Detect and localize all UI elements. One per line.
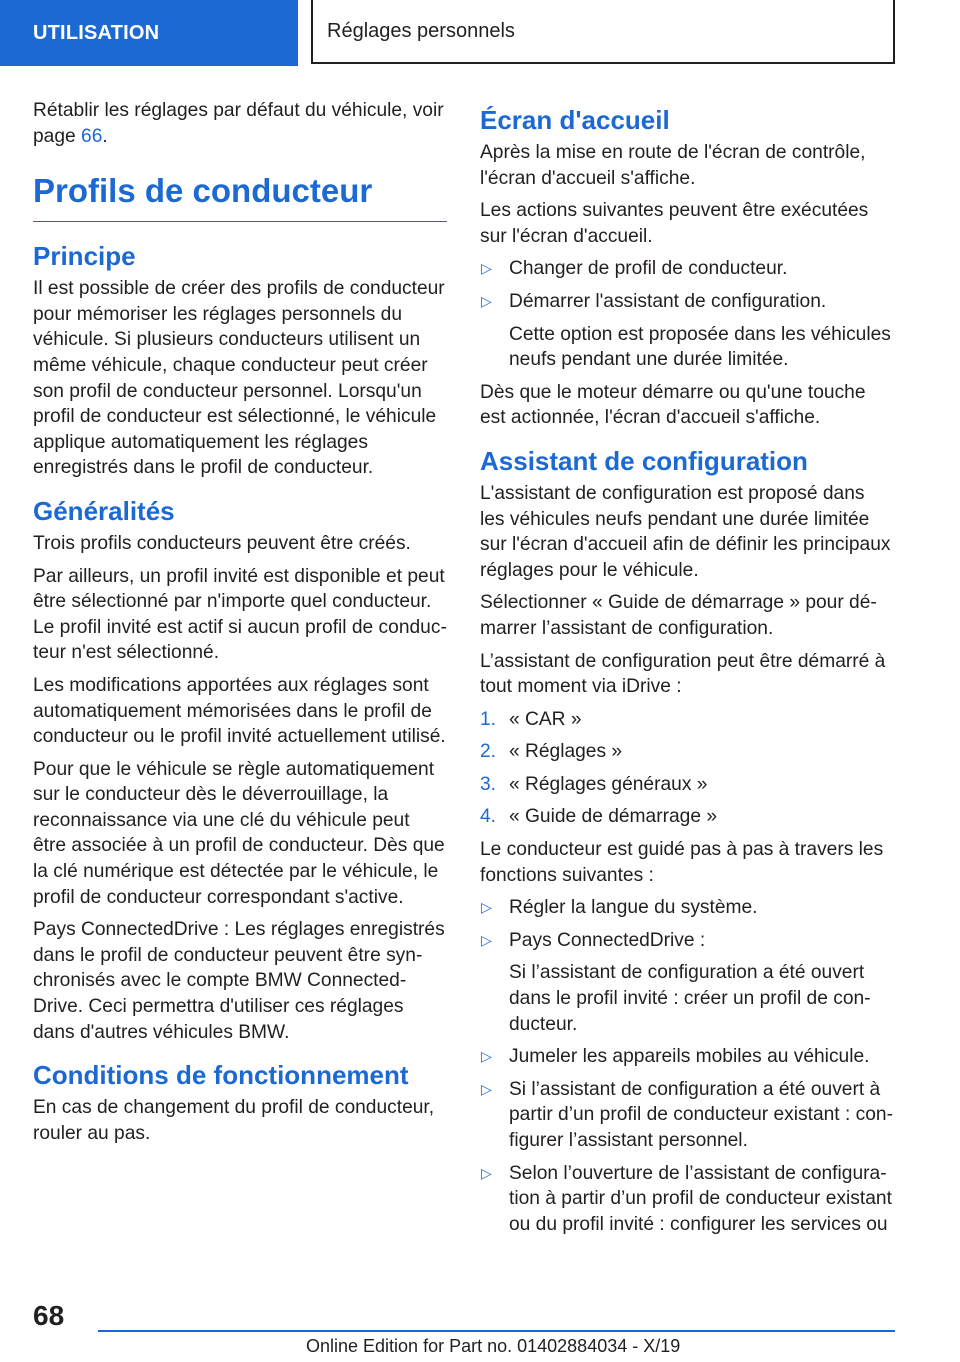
generalites-p4: Pour que le véhicule se règle automatiquement sur le conducteur dès le déverrouillage, la reconnaissance via une clé du véhicule peut être associée à un profil de conducteur. Dès que la clé numérique est détectée par le véhicule, le profil de conducteur correspondant s'active. bbox=[33, 758, 445, 908]
intro-text: Rétablir les réglages par défaut du véhicule, voir page bbox=[33, 100, 444, 147]
ecran-p3: Dès que le moteur démarre ou qu'une touche est actionnée, l'écran d'accueil s'affiche. bbox=[480, 381, 866, 429]
page-number: 68 bbox=[33, 1300, 65, 1331]
triangle-right-outline-icon: ▷ bbox=[481, 931, 492, 948]
generalites-p1: Trois profils conducteurs peuvent être créés. bbox=[33, 532, 411, 554]
list-item: ▷ Pays ConnectedDrive : Si l’assistant de configuration a été ouvert dans le profil invité : créer un profil de conducteur. bbox=[480, 928, 894, 1037]
page-header bbox=[0, 0, 960, 66]
triangle-right-outline-icon: ▷ bbox=[481, 1164, 492, 1181]
heading-conditions: Conditions de fonctionnement bbox=[33, 1060, 409, 1091]
footer-edition: Online Edition for Part no. 01402884034 - X/19 bbox=[306, 1336, 681, 1356]
list-item: ▷ Si l’assistant de configuration a été ouvert à partir d’un profil de conducteur existant : configurer l’assistant personnel. bbox=[481, 1078, 893, 1151]
assistant-p3: L’assistant de configuration peut être démarré à tout moment via iDrive : bbox=[480, 650, 886, 698]
generalites-p3: Les modifications apportées aux réglages sont automatiquement mémorisées dans le profil de conducteur ou le profil invité actuellement utilisé. bbox=[33, 674, 446, 748]
ecran-p2: Les actions suivantes peuvent être exécutées sur l'écran d'accueil. bbox=[480, 200, 869, 247]
intro-end: . bbox=[102, 125, 108, 147]
list-item: 2. « Réglages » bbox=[480, 741, 623, 763]
idrive-steps-list bbox=[480, 707, 894, 830]
list-item: 4. « Guide de démarrage » bbox=[480, 806, 717, 828]
triangle-right-outline-icon: ▷ bbox=[481, 1080, 492, 1097]
right-column bbox=[480, 98, 894, 1244]
chapter-title: Réglages personnels bbox=[311, 0, 895, 64]
assistant-bullet-list bbox=[480, 895, 894, 1237]
triangle-right-outline-icon: ▷ bbox=[481, 292, 492, 309]
list-item: ▷ Démarrer l'assistant de configuration. Cette option est proposée dans les véhicules neufs pendant une durée limitée. bbox=[480, 289, 894, 373]
left-column bbox=[33, 98, 447, 1153]
heading-principe: Principe bbox=[33, 241, 136, 272]
ecran-p1: Après la mise en route de l'écran de contrôle, l'écran d'accueil s'affiche. bbox=[480, 142, 866, 189]
ecran-bullet-list bbox=[480, 256, 894, 372]
assistant-p1: L'assistant de configuration est proposé dans les véhicules neufs pendant une durée limitée sur l'écran d'accueil afin de définir les principaux réglages pour le véhicule. bbox=[480, 482, 891, 581]
heading-ecran-accueil: Écran d'accueil bbox=[480, 105, 670, 135]
intro-paragraph bbox=[33, 98, 447, 149]
triangle-right-outline-icon: ▷ bbox=[481, 1048, 492, 1065]
list-item: 1. « CAR » bbox=[480, 708, 582, 730]
triangle-right-outline-icon: ▷ bbox=[481, 260, 492, 277]
list-item-subtext: Cette option est proposée dans les véhicules neufs pendant une durée limitée. bbox=[509, 323, 891, 371]
list-item: 3. « Réglages généraux » bbox=[480, 773, 708, 795]
heading-generalites: Généralités bbox=[33, 495, 175, 526]
list-item: ▷ Selon l’ouverture de l’assistant de configuration à partir d’un profil de conducteur existant ou du profil invité : configurer les services ou bbox=[481, 1162, 892, 1235]
list-item: ▷ Jumeler les appareils mobiles au véhicule. bbox=[480, 1044, 894, 1070]
generalites-p5: Pays ConnectedDrive : Les réglages enregistrés dans le profil de conducteur peuvent être synchronisés avec le compte BMW ConnectedDrive. Ceci permettra d'utiliser ces réglages dans d'autres véhicules BMW. bbox=[33, 919, 445, 1043]
generalites-p2: Par ailleurs, un profil invité est disponible et peut être sélectionné par n'importe quel conducteur. Le profil invité est actif si aucun profil de conducteur n'est sélectionné. bbox=[33, 565, 447, 664]
list-item: ▷ Régler la langue du système. bbox=[480, 895, 894, 921]
footer-divider bbox=[98, 1330, 895, 1332]
page-link[interactable]: 66 bbox=[81, 125, 103, 147]
principe-text: Il est possible de créer des profils de conducteur pour mémoriser les réglages personnels du véhicule. Si plusieurs conducteurs utilisent un même véhicule, chaque conducteur peut créer son profil de conducteur personnel. Lorsqu'un profil de conducteur est sélectionné, le véhicule applique automatiquement les réglages enregistrés dans le profil de conducteur. bbox=[33, 278, 445, 479]
section-heading-profiles: Profils de conducteur bbox=[33, 171, 447, 222]
conditions-text: En cas de changement du profil de conducteur, rouler au pas. bbox=[33, 1097, 435, 1144]
list-item: ▷ Changer de profil de conducteur. bbox=[480, 256, 894, 282]
assistant-p4: Le conducteur est guidé pas à pas à travers les fonctions suivantes : bbox=[480, 839, 884, 886]
section-tab: UTILISATION bbox=[0, 0, 298, 66]
list-item-subtext: Si l’assistant de configuration a été ouvert dans le profil invité : créer un profil de conducteur. bbox=[509, 962, 871, 1035]
heading-assistant: Assistant de configuration bbox=[480, 445, 808, 476]
triangle-right-outline-icon: ▷ bbox=[481, 899, 492, 916]
assistant-p2: Sélectionner « Guide de démarrage » pour démarrer l’assistant de configuration. bbox=[480, 592, 877, 639]
